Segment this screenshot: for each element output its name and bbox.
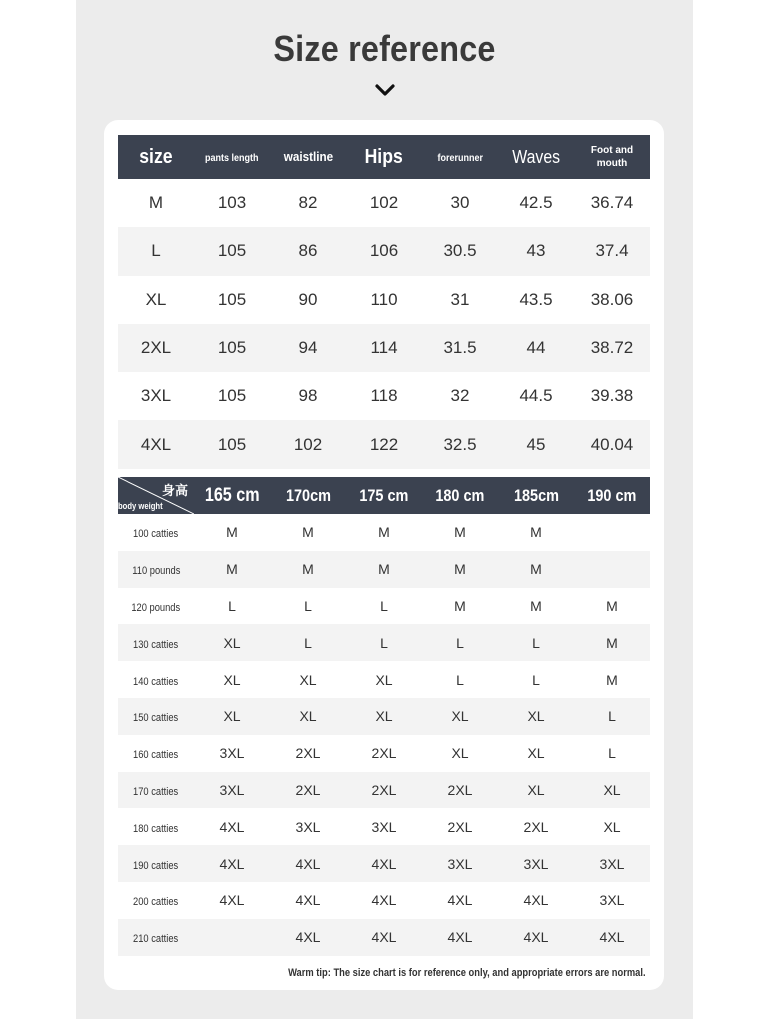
table-row <box>118 551 650 588</box>
recommended-size-cell: 4XL <box>447 892 473 909</box>
recommended-size-cell: 3XL <box>447 855 473 872</box>
recommended-size-cell: L <box>380 634 388 651</box>
recommended-size-cell <box>574 551 650 588</box>
measurement-cell: 40.04 <box>590 434 634 454</box>
measurement-cell: 43.5 <box>519 289 553 309</box>
corner-weight-label: body weight <box>118 501 163 511</box>
recommended-size-cell: XL <box>299 671 317 688</box>
measurement-cell: 38.72 <box>590 338 634 358</box>
table-row <box>118 919 650 956</box>
measurement-cell: 86 <box>298 241 318 261</box>
header-waves: Waves <box>512 146 560 167</box>
recommended-size-cell: M <box>530 597 542 614</box>
table-row <box>118 772 650 809</box>
recommended-size-cell: 2XL <box>523 818 549 835</box>
recommended-size-cell: 3XL <box>371 818 397 835</box>
recommended-size-cell: 2XL <box>371 781 397 798</box>
size-label-cell: L <box>151 241 161 261</box>
measurement-cell: 106 <box>369 241 399 261</box>
measurement-cell: 30.5 <box>443 241 477 261</box>
weight-label-cell <box>118 772 194 809</box>
recommended-size-cell: L <box>608 708 616 725</box>
header-foot-and-mouth: Foot and mouth <box>590 144 634 169</box>
measurement-cell: 37.4 <box>595 241 629 261</box>
measurement-cell: 31.5 <box>443 338 477 358</box>
recommended-size-cell: L <box>304 597 312 614</box>
recommended-size-cell: M <box>530 524 542 541</box>
weight-label-cell <box>118 624 194 661</box>
recommended-size-cell: 2XL <box>447 818 473 835</box>
recommended-size-cell: M <box>606 634 618 651</box>
weight-label-cell <box>118 808 194 845</box>
measurement-cell: 94 <box>298 338 318 358</box>
recommended-size-cell: M <box>530 561 542 578</box>
measurement-cell: 45 <box>526 434 546 454</box>
recommended-size-cell: 4XL <box>295 929 321 946</box>
weight-label-cell <box>118 919 194 956</box>
table-row <box>118 514 650 551</box>
recommended-size-cell: 4XL <box>219 855 245 872</box>
table-row <box>118 588 650 625</box>
table-row <box>118 276 650 324</box>
recommended-size-cell: 3XL <box>219 745 245 762</box>
recommended-size-cell: XL <box>451 708 469 725</box>
recommended-size-cell <box>194 919 270 956</box>
recommended-size-cell: XL <box>527 781 545 798</box>
header-height: 185cm <box>513 485 559 505</box>
recommended-size-cell: 4XL <box>371 855 397 872</box>
table-row <box>118 420 650 468</box>
header-height: 180 cm <box>435 485 485 505</box>
recommended-size-cell: 3XL <box>295 818 321 835</box>
measurement-cell: 30 <box>450 193 470 213</box>
recommended-size-cell: 4XL <box>599 929 625 946</box>
recommended-size-cell: 2XL <box>295 745 321 762</box>
measurement-cell: 32.5 <box>443 434 477 454</box>
warm-tip-note: Warm tip: The size chart is for reference only, and appropriate errors are normal. <box>288 967 646 979</box>
header-height: 170cm <box>285 485 331 505</box>
measurement-cell: 39.38 <box>590 386 634 406</box>
header-size: size <box>139 145 173 168</box>
recommended-size-cell: 2XL <box>295 781 321 798</box>
table-row <box>118 845 650 882</box>
header-pants-length: pants length <box>205 153 259 164</box>
recommended-size-cell <box>574 514 650 551</box>
weight-label: 130 catties <box>133 638 179 651</box>
weight-label: 150 catties <box>133 712 179 725</box>
recommended-size-cell: M <box>302 524 314 541</box>
weight-label: 170 catties <box>133 785 179 798</box>
recommended-size-cell: M <box>378 561 390 578</box>
page-title: Size reference <box>273 28 496 69</box>
recommended-size-cell: M <box>454 524 466 541</box>
recommended-size-cell: 2XL <box>371 745 397 762</box>
header-hips: Hips <box>364 145 404 168</box>
recommended-size-cell: 4XL <box>371 929 397 946</box>
recommended-size-cell: M <box>378 524 390 541</box>
size-measurement-table <box>118 135 650 469</box>
measurement-cell: 122 <box>369 434 399 454</box>
recommended-size-cell: L <box>380 597 388 614</box>
weight-label-cell <box>118 514 194 551</box>
chevron-down-icon <box>375 80 395 100</box>
measurement-cell: 105 <box>217 289 247 309</box>
recommended-size-cell: 4XL <box>219 818 245 835</box>
table-row <box>118 698 650 735</box>
size-table-header <box>118 135 650 179</box>
header-forerunner: forerunner <box>437 153 483 164</box>
weight-label: 210 catties <box>133 933 179 946</box>
recommended-size-cell: 4XL <box>447 929 473 946</box>
weight-label-cell <box>118 661 194 698</box>
recommended-size-cell: L <box>304 634 312 651</box>
measurement-cell: 105 <box>217 241 247 261</box>
measurement-cell: 44.5 <box>519 386 553 406</box>
recommended-size-cell: 4XL <box>295 892 321 909</box>
measurement-cell: 110 <box>370 289 398 309</box>
size-label-cell: XL <box>145 289 167 309</box>
recommended-size-cell: XL <box>603 818 621 835</box>
recommended-size-cell: XL <box>375 671 393 688</box>
recommended-size-cell: M <box>302 561 314 578</box>
recommended-size-cell: 3XL <box>219 781 245 798</box>
measurement-cell: 90 <box>298 289 318 309</box>
weight-label-cell <box>118 551 194 588</box>
weight-label: 160 catties <box>133 749 179 762</box>
corner-cell <box>118 477 194 514</box>
recommended-size-cell: XL <box>223 708 241 725</box>
size-label-cell: 4XL <box>140 434 172 454</box>
measurement-cell: 42.5 <box>519 193 553 213</box>
recommended-size-cell: L <box>608 745 616 762</box>
recommended-size-cell: L <box>228 597 236 614</box>
measurement-cell: 32 <box>450 386 470 406</box>
recommended-size-cell: XL <box>375 708 393 725</box>
size-label-cell: M <box>148 193 164 213</box>
header-waistline: waistline <box>283 149 333 164</box>
measurement-cell: 82 <box>298 193 318 213</box>
size-label-cell: 2XL <box>140 338 172 358</box>
corner-height-label: 身高 <box>161 483 188 498</box>
weight-label-cell <box>118 845 194 882</box>
recommended-size-cell: L <box>456 671 464 688</box>
table-row <box>118 882 650 919</box>
recommended-size-cell: 3XL <box>599 892 625 909</box>
weight-label-cell <box>118 882 194 919</box>
measurement-cell: 98 <box>298 386 318 406</box>
recommended-size-cell: M <box>226 561 238 578</box>
recommended-size-cell: 3XL <box>523 855 549 872</box>
recommended-size-cell: XL <box>223 671 241 688</box>
measurement-cell: 105 <box>217 338 247 358</box>
weight-label: 100 catties <box>133 528 179 541</box>
recommended-size-cell: M <box>454 597 466 614</box>
recommended-size-cell: XL <box>223 634 241 651</box>
header-height: 190 cm <box>587 485 637 505</box>
recommended-size-cell: XL <box>299 708 317 725</box>
recommended-size-cell: 4XL <box>295 855 321 872</box>
weight-label: 180 catties <box>133 822 179 835</box>
header-height: 175 cm <box>359 485 409 505</box>
table-row <box>118 324 650 372</box>
header-height: 165 cm <box>204 484 260 506</box>
weight-label-cell <box>118 698 194 735</box>
recommended-size-cell: 4XL <box>371 892 397 909</box>
recommended-size-cell: 3XL <box>599 855 625 872</box>
table-row <box>118 372 650 420</box>
recommended-size-cell: M <box>606 671 618 688</box>
table-row <box>118 227 650 275</box>
recommended-size-cell: 4XL <box>219 892 245 909</box>
height-weight-fit-table <box>118 477 650 956</box>
table-row <box>118 661 650 698</box>
recommended-size-cell: M <box>454 561 466 578</box>
measurement-cell: 102 <box>293 434 323 454</box>
recommended-size-cell: L <box>532 634 540 651</box>
measurement-cell: 36.74 <box>590 193 634 213</box>
weight-label: 200 catties <box>133 896 179 909</box>
recommended-size-cell: 4XL <box>523 892 549 909</box>
recommended-size-cell: XL <box>527 708 545 725</box>
recommended-size-cell: L <box>532 671 540 688</box>
weight-label: 110 pounds <box>131 565 181 578</box>
measurement-cell: 114 <box>370 338 398 358</box>
recommended-size-cell: XL <box>527 745 545 762</box>
fit-table-header <box>118 477 650 514</box>
recommended-size-cell: 2XL <box>447 781 473 798</box>
measurement-cell: 103 <box>217 193 247 213</box>
table-row <box>118 735 650 772</box>
recommended-size-cell: 4XL <box>523 929 549 946</box>
measurement-cell: 31 <box>450 289 470 309</box>
table-row <box>118 808 650 845</box>
recommended-size-cell: M <box>226 524 238 541</box>
recommended-size-cell: L <box>456 634 464 651</box>
size-label-cell: 3XL <box>140 386 172 406</box>
table-row <box>118 624 650 661</box>
measurement-cell: 43 <box>526 241 546 261</box>
measurement-cell: 44 <box>526 338 546 358</box>
measurement-cell: 105 <box>217 434 247 454</box>
recommended-size-cell: XL <box>451 745 469 762</box>
weight-label: 140 catties <box>133 675 179 688</box>
measurement-cell: 105 <box>217 386 247 406</box>
measurement-cell: 38.06 <box>590 289 634 309</box>
table-row <box>118 179 650 227</box>
measurement-cell: 102 <box>369 193 399 213</box>
recommended-size-cell: XL <box>603 781 621 798</box>
measurement-cell: 118 <box>370 386 398 406</box>
weight-label-cell <box>118 735 194 772</box>
recommended-size-cell: M <box>606 597 618 614</box>
weight-label: 120 pounds <box>131 601 181 614</box>
weight-label: 190 catties <box>133 859 179 872</box>
weight-label-cell <box>118 588 194 625</box>
